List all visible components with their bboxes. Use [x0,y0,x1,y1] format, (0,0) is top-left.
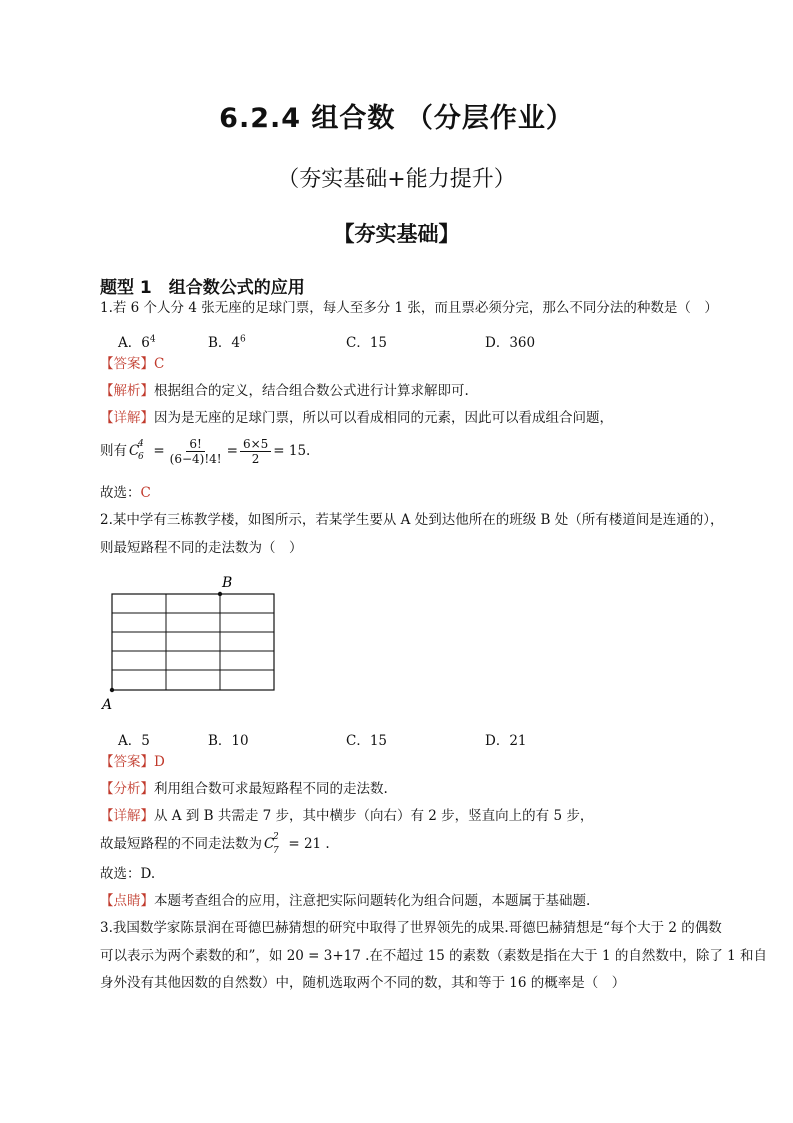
q3-line1: 3.我国数学家陈景润在哥德巴赫猜想的研究中取得了世界领先的成果.哥德巴赫猜想是“每个大于 2 的偶数 [100,920,722,936]
q1-option-d-text: 360 [509,335,536,351]
grid-border [112,594,274,690]
q1-option-a-letter: A． [118,335,142,351]
q1-analysis-text: 根据组合的定义，结合组合数公式进行计算求解即可. [154,383,469,399]
q2-comment [100,895,590,909]
q2-option-a-text: 5 [141,733,150,749]
q1-equals-1: = [153,442,165,459]
q1-option-b-exp: 6 [240,334,246,345]
q2-option-b-text: 10 [231,733,249,749]
q1-formula-tail: = 15. [273,442,311,459]
q1-fraction-1-denominator: (6−4)!4! [169,452,222,466]
q2-analysis [100,783,388,797]
page-title: 6.2.4 组合数 （分层作业） [219,103,574,134]
q1-detail [100,412,613,426]
page-subtitle: （夯实基础+能力提升） [277,167,516,192]
q1-answer-tag: 【答案】 [100,356,154,372]
q2-combination-symbol [264,832,279,856]
q1-option-a-base: 6 [141,335,150,351]
q1-fraction-2-denominator: 2 [251,452,260,466]
q2-conclusion [100,832,330,856]
q1-formula [100,438,310,465]
q1-combination-symbol [129,438,144,463]
q2-choice: 故选：D. [100,866,156,882]
question-type-heading: 题型 1 组合数公式的应用 [100,278,305,298]
q1-option-b-letter: B． [208,335,232,351]
q2-option-b-letter: B． [208,733,232,749]
q2-conclusion-prefix: 故最短路程的不同走法数为 [100,836,262,852]
q1-detail-text: 因为是无座的足球门票，所以可以看成相同的元素，因此可以看成组合问题， [154,410,613,426]
q2-analysis-text: 利用组合数可求最短路程不同的走法数. [154,781,388,797]
point-a-label: A [102,697,113,712]
q1-fraction-1-numerator: 6! [186,438,204,452]
q1-option-b-base: 4 [231,335,241,351]
q1-formula-prefix: 则有 [100,442,127,459]
q1-fraction-1 [167,438,225,465]
q1-comb-sub: 6 [138,452,144,463]
point-b-dot [218,592,222,596]
q1-analysis [100,385,469,399]
q1-choice [100,487,151,501]
q2-analysis-tag: 【分析】 [100,781,154,797]
q2-option-a-letter: A． [118,733,142,749]
q2-comb-base: C [264,836,275,852]
q2-option-d [485,729,527,749]
q2-option-d-text: 21 [509,733,527,749]
q1-option-c [346,331,387,351]
q1-detail-tag: 【详解】 [100,410,154,426]
q2-option-c [346,729,387,749]
q1-fraction-2 [240,438,271,465]
q1-answer [100,358,164,372]
q1-comb-sup: 4 [138,438,144,449]
section-heading: 【夯实基础】 [333,222,460,246]
q1-option-d-letter: D． [485,335,510,351]
q2-stem-line1: 2.某中学有三栋教学楼，如图所示，若某学生要从 A 处到达他所在的班级 B 处（所有楼道间是连通的）， [100,512,724,528]
q1-option-d [485,331,535,351]
q1-choice-letter: C [140,485,151,501]
q1-comb-base: C [129,442,140,459]
q1-option-a-exp: 4 [149,334,156,345]
q1-fraction-2-numerator: 6×5 [240,438,271,452]
q2-grid-svg [100,572,290,712]
q1-equals-2: = [226,442,238,459]
q1-option-a [118,331,156,351]
q2-detail-tag: 【详解】 [100,808,154,824]
q2-comment-text: 本题考查组合的应用，注意把实际问题转化为组合问题，本题属于基础题. [154,893,591,909]
q2-conclusion-tail: = 21 . [288,836,330,852]
q1-option-c-text: 15 [369,335,388,351]
q2-answer [100,756,165,770]
q2-detail-text: 从 A 到 B 共需走 7 步，其中横步（向右）有 2 步，竖直向上的有 5 步， [154,808,594,824]
q1-stem: 1.若 6 个人分 4 张无座的足球门票，每人至多分 1 张，而且票必须分完，那么不同分法的种数是（ ） [100,300,718,316]
point-a-dot [110,688,114,692]
q2-comment-tag: 【点睛】 [100,893,154,909]
q2-option-a [118,729,150,749]
q2-option-c-text: 15 [369,733,388,749]
q2-detail [100,810,593,824]
q2-answer-value: D [154,754,165,770]
q2-comb-sub: 7 [273,845,279,856]
q2-answer-tag: 【答案】 [100,754,154,770]
q2-grid-figure [100,572,290,712]
q2-comb-sup: 2 [273,832,279,842]
q1-answer-value: C [154,356,165,372]
q2-option-c-letter: C． [346,733,370,749]
q3-line2: 可以表示为两个素数的和”，如 20 = 3+17 .在不超过 15 的素数（素数是指在大于 1 的自然数中，除了 1 和自 [100,948,768,964]
point-b-label: B [222,575,233,591]
q1-choice-label: 故选： [100,485,141,501]
q1-analysis-tag: 【解析】 [100,383,154,399]
q1-option-c-letter: C． [346,335,370,351]
q2-option-d-letter: D． [485,733,510,749]
q3-line3: 身外没有其他因数的自然数）中，随机选取两个不同的数，其和等于 16 的概率是（ ） [100,975,626,991]
q1-option-b [208,331,246,351]
q2-option-b [208,729,249,749]
q2-stem-line2: 则最短路程不同的走法数为（ ） [100,540,303,556]
